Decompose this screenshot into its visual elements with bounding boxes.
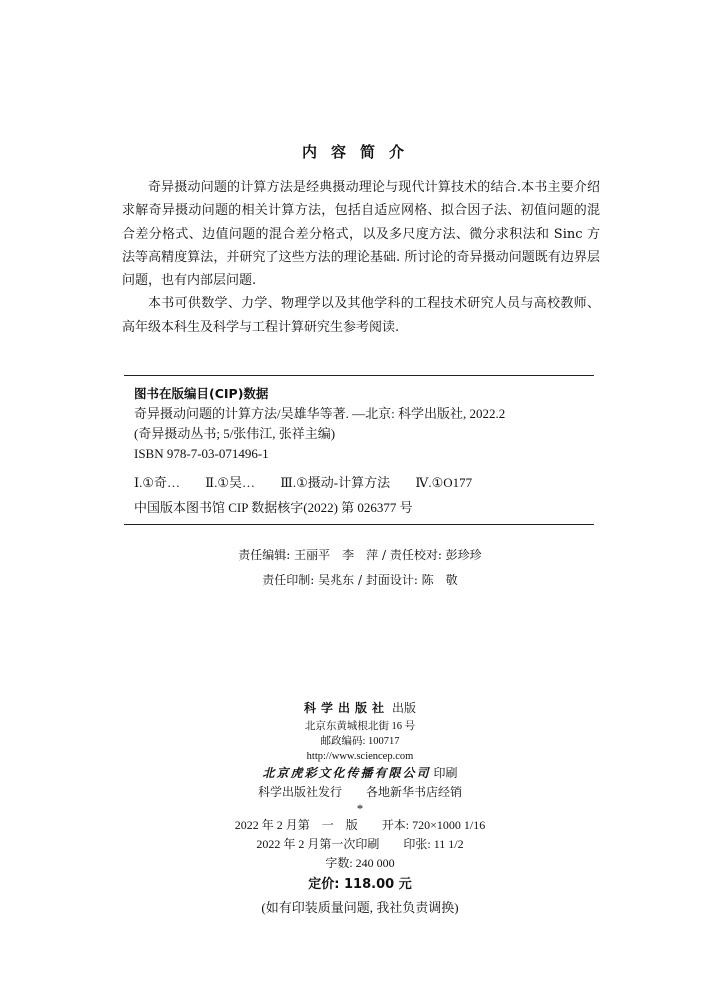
intro-section xyxy=(122,176,600,339)
printer-line xyxy=(0,764,720,783)
printing-line: 2022 年 2 月第一次印刷 印张: 11 1/2 xyxy=(256,837,464,851)
responsible-staff xyxy=(0,543,720,593)
edition-line: 2022 年 2 月第 一 版 开本: 720×1000 1/16 xyxy=(234,818,486,832)
cip-line: (奇异摄动丛书; 5/张伟江, 张祥主编) xyxy=(134,426,336,441)
editors-line: 责任编辑: 王丽平 李 萍 / 责任校对: 彭珍珍 xyxy=(238,548,482,562)
distribution-line: 科学出版社发行 各地新华书店经销 xyxy=(257,785,462,799)
intro-title: 内容简介 xyxy=(301,143,418,161)
editors-line: 责任印制: 吴兆东 / 封面设计: 陈 敬 xyxy=(262,573,458,587)
website: http://www.sciencep.com xyxy=(306,751,414,762)
publisher-name: 科学出版社 xyxy=(303,701,389,715)
cip-classification xyxy=(134,473,594,493)
cip-body xyxy=(124,384,594,518)
divider-bottom xyxy=(124,524,594,525)
cip-check-number: 中国版本图书馆 CIP 数据核字(2022) 第 026377 号 xyxy=(134,500,413,515)
publisher-line xyxy=(0,697,720,719)
cip-title: 图书在版编目(CIP)数据 xyxy=(134,386,269,401)
intro-paragraph: 奇异摄动问题的计算方法是经典摄动理论与现代计算技术的结合.本书主要介绍求解奇异摄动问题的相关计算方法，包括自适应网格、拟合因子法、初值问题的混合差分格式、边值问题的混合差分格式，以及多尺度方法、微分求积法和 Sinc 方法等高精度算法，并研究了这些方法的理论基础. 所讨论的奇异摄动问题既有边界层问题，也有内部层问题. xyxy=(122,180,600,289)
price: 定价: 118.00 元 xyxy=(308,877,412,892)
cip-class-item: Ⅱ.①吴… xyxy=(205,475,256,490)
cip-line: ISBN 978-7-03-071496-1 xyxy=(134,446,269,461)
divider-top xyxy=(124,375,594,376)
cip-class-item: Ⅲ.①摄动-计算方法 xyxy=(280,475,391,490)
word-count: 字数: 240 000 xyxy=(325,856,395,870)
cip-line: 奇异摄动问题的计算方法/吴雄华等著. —北京: 科学出版社, 2022.2 xyxy=(134,406,506,421)
separator-star: * xyxy=(356,801,364,816)
postcode: 邮政编码: 100717 xyxy=(320,736,400,747)
quality-notice: (如有印装质量问题, 我社负责调换) xyxy=(261,900,459,915)
cip-class-item: Ⅰ.①奇… xyxy=(134,475,181,490)
publisher-suffix: 出版 xyxy=(392,701,417,715)
cip-class-item: Ⅳ.①O177 xyxy=(415,475,473,490)
publisher-address: 北京东黄城根北街 16 号 xyxy=(304,721,416,732)
imprint-block xyxy=(0,697,720,919)
cip-block xyxy=(124,375,594,525)
printer-suffix: 印刷 xyxy=(433,766,458,780)
printer-name: 北京虎彩文化传播有限公司 xyxy=(262,766,431,780)
intro-paragraph: 本书可供数学、力学、物理学以及其他学科的工程技术研究人员与高校教师、高年级本科生及科学与工程计算研究生参考阅读. xyxy=(122,296,600,335)
